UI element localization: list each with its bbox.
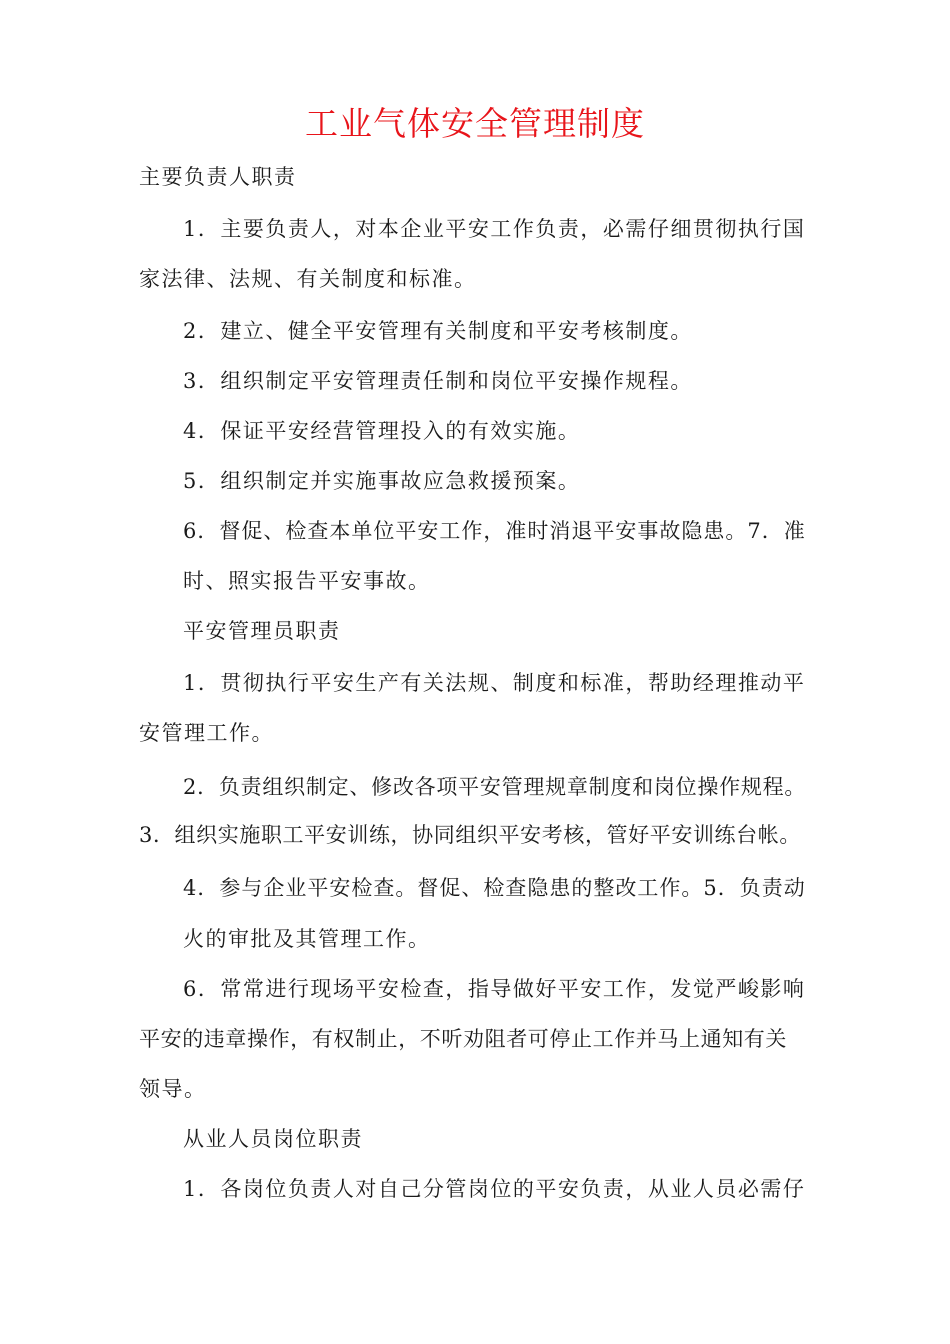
paragraph-line: 2．建立、健全平安管理有关制度和平安考核制度。: [183, 319, 693, 343]
section-heading-staff: 从业人员岗位职责: [183, 1127, 363, 1151]
paragraph-line: 3．组织实施职工平安训练，协同组织平安考核，管好平安训练台帐。: [139, 823, 801, 847]
section-heading-safety-manager: 平安管理员职责: [183, 619, 341, 643]
paragraph-line: 家法律、法规、有关制度和标准。: [139, 267, 477, 291]
paragraph-line: 5．组织制定并实施事故应急救援预案。: [183, 469, 581, 493]
paragraph-line: 1．主要负责人，对本企业平安工作负责，必需仔细贯彻执行国: [183, 217, 806, 241]
paragraph-line: 4．保证平安经营管理投入的有效实施。: [183, 419, 581, 443]
paragraph-line: 3．组织制定平安管理责任制和岗位平安操作规程。: [183, 369, 693, 393]
section-heading-principal: 主要负责人职责: [139, 165, 297, 189]
paragraph-line: 火的审批及其管理工作。: [183, 927, 431, 951]
paragraph-line: 1．各岗位负责人对自己分管岗位的平安负责，从业人员必需仔: [183, 1177, 806, 1201]
paragraph-line: 4．参与企业平安检查。督促、检查隐患的整改工作。5．负责动: [183, 876, 806, 900]
paragraph-line: 2．负责组织制定、修改各项平安管理规章制度和岗位操作规程。: [183, 775, 807, 799]
paragraph-line: 平安的违章操作，有权制止，不听劝阻者可停止工作并马上通知有关: [139, 1027, 787, 1051]
paragraph-line: 1．贯彻执行平安生产有关法规、制度和标准，帮助经理推动平: [183, 671, 806, 695]
document-title: 工业气体安全管理制度: [305, 104, 645, 143]
paragraph-line: 6．常常进行现场平安检查，指导做好平安工作，发觉严峻影响: [183, 977, 806, 1001]
paragraph-line: 领导。: [139, 1077, 207, 1101]
paragraph-line: 安管理工作。: [139, 721, 274, 745]
paragraph-line: 时、照实报告平安事故。: [183, 569, 431, 593]
paragraph-line: 6．督促、检查本单位平安工作，准时消退平安事故隐患。7．准: [183, 519, 806, 543]
